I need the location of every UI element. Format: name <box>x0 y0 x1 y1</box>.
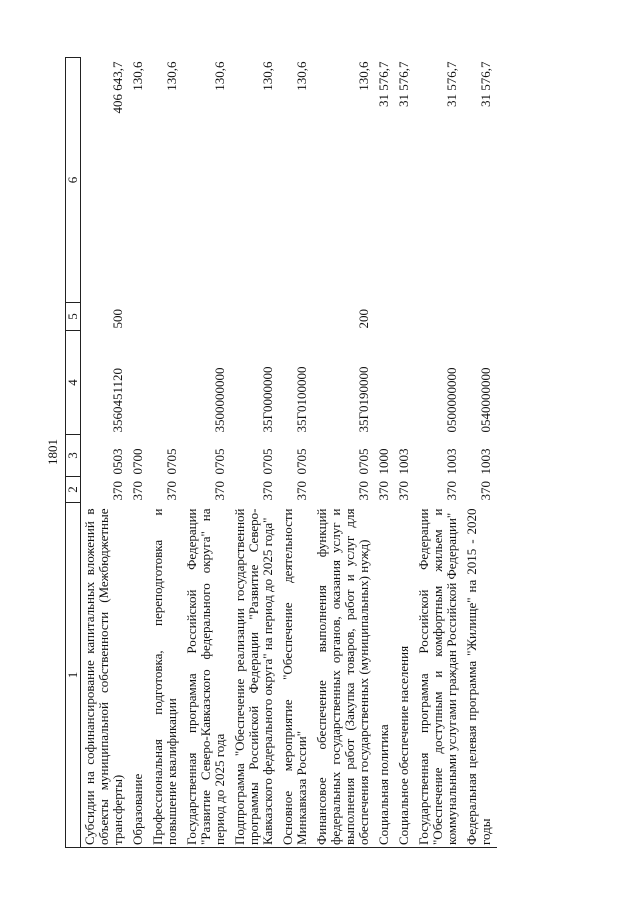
row-amount: 130,6 <box>164 61 179 91</box>
row-name: Федеральная целевая программа "Жилище" на 2015 - 2020 годы <box>463 503 497 848</box>
row-code: 370 <box>444 481 459 501</box>
row-section: 0503 <box>110 448 125 475</box>
table-row <box>313 58 375 848</box>
row-code: 370 <box>130 481 145 501</box>
row-name: Государственная программа Российской Федерации "Развитие Северо-Кавказского федерального округа" на период до 2025 года <box>183 503 231 848</box>
header-col-5: 5 <box>66 303 81 331</box>
row-code: 370 <box>294 481 309 501</box>
table-row <box>375 58 395 848</box>
row-target: 35Г0100000 <box>294 366 309 433</box>
table-header <box>66 58 81 848</box>
row-amount: 130,6 <box>130 61 145 91</box>
row-amount: 31 576,7 <box>444 61 459 107</box>
row-type <box>149 303 183 331</box>
row-target <box>395 331 415 435</box>
header-col-1: 1 <box>66 503 81 848</box>
row-section: 0705 <box>356 448 371 475</box>
row-name: Государственная программа Российской Федерации "Обеспечение доступным и комфортным жильем и коммунальными услугами граждан Российской Федерации" <box>415 503 463 848</box>
table-row <box>129 58 149 848</box>
row-code: 370 <box>478 481 493 501</box>
row-amount: 31 576,7 <box>376 61 391 107</box>
row-code: 370 <box>110 481 125 501</box>
row-name: Основное мероприятие "Обеспечение деятельности Минкавказа России" <box>279 503 313 848</box>
row-target: 35Г0190000 <box>356 366 371 433</box>
header-col-3: 3 <box>66 435 81 477</box>
row-type <box>415 303 463 331</box>
row-code: 370 <box>212 481 227 501</box>
table-row <box>463 58 497 848</box>
row-name: Профессиональная подготовка, переподготовка и повышение квалификации <box>149 503 183 848</box>
row-section: 1003 <box>396 448 411 475</box>
row-target: 3500000000 <box>212 367 227 433</box>
row-target: 35Г0000000 <box>260 366 275 433</box>
table-row <box>183 58 231 848</box>
row-type <box>183 303 231 331</box>
row-section: 0700 <box>130 448 145 475</box>
page-number: 1801 <box>45 439 60 465</box>
table-row <box>395 58 415 848</box>
row-type <box>375 303 395 331</box>
row-name: Финансовое обеспечение выполнения функций федеральных государственных органов, оказания услуг и выполнения работ (Закупка товаров, работ и услуг для обеспечения государственных (муниципальных) нужд) <box>313 503 375 848</box>
row-section: 0705 <box>212 448 227 475</box>
budget-table <box>65 57 497 848</box>
row-type: 500 <box>110 309 125 329</box>
row-type <box>129 303 149 331</box>
row-target <box>149 331 183 435</box>
row-section: 1003 <box>444 448 459 475</box>
row-code: 370 <box>396 481 411 501</box>
row-amount: 130,6 <box>260 61 275 91</box>
row-amount: 406 643,7 <box>110 61 125 114</box>
row-section: 0705 <box>294 448 309 475</box>
row-type: 200 <box>356 309 371 329</box>
budget-table-page <box>65 58 607 848</box>
row-name: Подпрограмма "Обеспечение реализации государственной программы Российской Федерации "Развитие Северо-Кавказского федерального округа" на период до 2025 года" <box>231 503 279 848</box>
row-code: 370 <box>376 481 391 501</box>
row-target: 0500000000 <box>444 367 459 433</box>
header-col-2: 2 <box>66 477 81 503</box>
row-code: 370 <box>356 481 371 501</box>
row-target: 0540000000 <box>478 367 493 433</box>
row-target <box>129 331 149 435</box>
row-amount: 31 576,7 <box>478 61 493 107</box>
row-type <box>463 303 497 331</box>
row-code: 370 <box>164 481 179 501</box>
row-section: 0705 <box>164 448 179 475</box>
row-section: 1000 <box>376 448 391 475</box>
header-col-4: 4 <box>66 331 81 435</box>
row-name: Субсидии на софинансирование капитальных вложений в объекты муниципальной собственности (Межбюджетные трансферты) <box>81 503 130 848</box>
row-type <box>395 303 415 331</box>
row-code: 370 <box>260 481 275 501</box>
row-target <box>375 331 395 435</box>
table-row <box>415 58 463 848</box>
row-target: 3560451120 <box>110 367 125 433</box>
table-row <box>279 58 313 848</box>
header-col-6: 6 <box>66 58 81 303</box>
row-amount: 130,6 <box>212 61 227 91</box>
table-row <box>149 58 183 848</box>
row-type <box>279 303 313 331</box>
row-section: 0705 <box>260 448 275 475</box>
row-name: Социальная политика <box>375 503 395 848</box>
table-row <box>231 58 279 848</box>
table-body <box>81 58 498 848</box>
row-name: Образование <box>129 503 149 848</box>
row-name: Социальное обеспечение населения <box>395 503 415 848</box>
row-amount: 31 576,7 <box>396 61 411 107</box>
row-amount: 130,6 <box>356 61 371 91</box>
row-section: 1003 <box>478 448 493 475</box>
row-type <box>231 303 279 331</box>
table-row <box>81 58 130 848</box>
row-amount: 130,6 <box>294 61 309 91</box>
